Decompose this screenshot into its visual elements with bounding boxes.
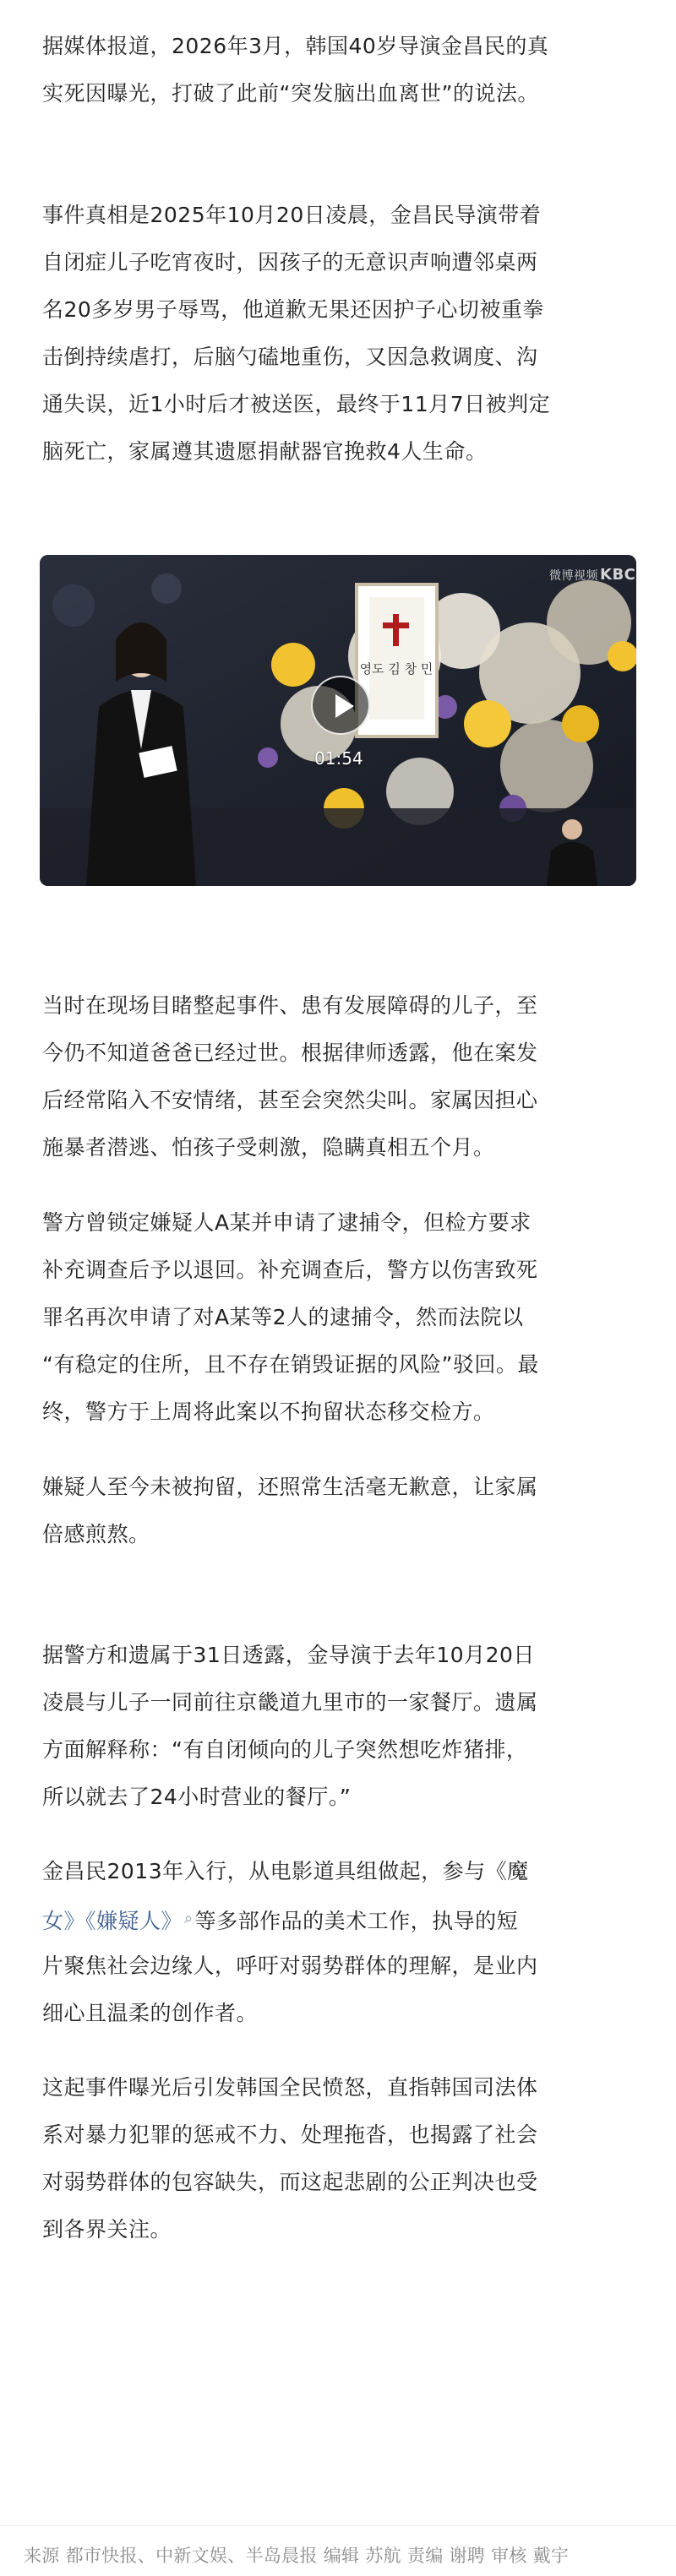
text-line: 终，警方于上周将此案以不拘留状态移交检方。 [42,1399,495,1424]
text-line: 警方曾锁定嫌疑人A某并申请了逮捕令，但检方要求 [42,1210,532,1235]
paragraph-5 [42,1464,644,1558]
text-line: 所以就去了24小时营业的餐厅。” [42,1785,352,1809]
watermark-prefix: 微博视频 [549,569,598,583]
text-fragment: 等多部作品的美术工作，执导的短 [194,1909,519,1933]
text-line: 实死因曝光，打破了此前“突发脑出血离世”的说法。 [42,81,539,106]
article-credits: 来源 都市快报、中新文娱、半岛晨报 编辑 苏航 责编 谢聘 审核 戴宇 [24,2546,570,2566]
text-line: 据媒体报道，2026年3月，韩国40岁导演金昌民的真 [42,34,549,58]
text-line: 倍感煎熬。 [42,1522,150,1546]
text-line: 施暴者潜逃、怕孩子受刺激，隐瞒真相五个月。 [42,1135,495,1160]
text-line: 对弱势群体的包容缺失，而这起悲剧的公正判决也受 [42,2170,538,2194]
paragraph-2 [42,192,644,476]
paragraph-1 [42,23,644,117]
text-line: 名20多岁男子辱骂，他道歉无果还因护子心切被重拳 [42,297,544,322]
text-line: 这起事件曝光后引发韩国全民愤怒，直指韩国司法体 [42,2075,538,2100]
text-line: 补充调查后予以退回。补充调查后，警方以伤害致死 [42,1258,538,1282]
paragraph-6 [42,1632,644,1821]
paragraph-7 [42,1848,644,2037]
text-line: 事件真相是2025年10月20日凌晨，金昌民导演带着 [42,203,542,227]
text-line: 脑死亡，家属遵其遗愿捐献器官挽救4人生命。 [42,439,488,464]
text-line: 自闭症儿子吃宵夜时，因孩子的无意识声响遭邻桌两 [42,250,538,274]
paragraph-3 [42,982,644,1171]
text-line: 凌晨与儿子一同前往京畿道九里市的一家餐厅。遗属 [42,1690,538,1715]
search-icon[interactable]: ⌕ [184,1910,194,1927]
text-line: 到各界关注。 [42,2217,172,2242]
video-watermark [549,566,635,584]
footer-divider [0,2525,676,2526]
text-line: “有稳定的住所，且不存在销毁证据的风险”驳回。最 [42,1352,539,1377]
text-line: 片聚焦社会边缘人，呼吁对弱势群体的理解，是业内 [42,1954,538,1978]
text-line: 今仍不知道爸爸已经过世。根据律师透露，他在案发 [42,1041,538,1065]
text-line: 方面解释称：“有自闭倾向的儿子突然想吃炸猪排， [42,1737,528,1762]
text-line: 通失误，近1小时后才被送医，最终于11月7日被判定 [42,392,551,416]
text-line: 击倒持续虐打，后脑勺磕地重伤，又因急救调度、沟 [42,345,538,369]
text-line [42,1895,644,1943]
text-line: 罪名再次申请了对A某等2人的逮捕令，然而法院以 [42,1305,524,1329]
text-line: 系对暴力犯罪的惩戒不力、处理拖沓，也揭露了社会 [42,2122,538,2147]
text-line: 细心且温柔的创作者。 [42,2001,259,2025]
text-line: 后经常陷入不安情绪，甚至会突然尖叫。家属因担心 [42,1088,538,1112]
play-icon[interactable] [311,676,370,735]
text-line: 当时在现场目睹整起事件、患有发展障碍的儿子，至 [42,993,538,1018]
watermark-logo: KBC [600,566,636,584]
video-duration: 01:54 [314,748,363,769]
text-line: 嫌疑人至今未被拘留，还照常生活毫无歉意，让家属 [42,1475,538,1499]
text-line: 金昌民2013年入行，从电影道具组做起，参与《魔 [42,1859,529,1883]
search-link[interactable]: 女》《嫌疑人》 [42,1909,183,1933]
memorial-text: 영도 김 창 민 [359,661,433,677]
paragraph-4 [42,1199,644,1436]
text-line: 据警方和遗属于31日透露，金导演于去年10月20日 [42,1643,535,1667]
paragraph-8 [42,2064,644,2253]
